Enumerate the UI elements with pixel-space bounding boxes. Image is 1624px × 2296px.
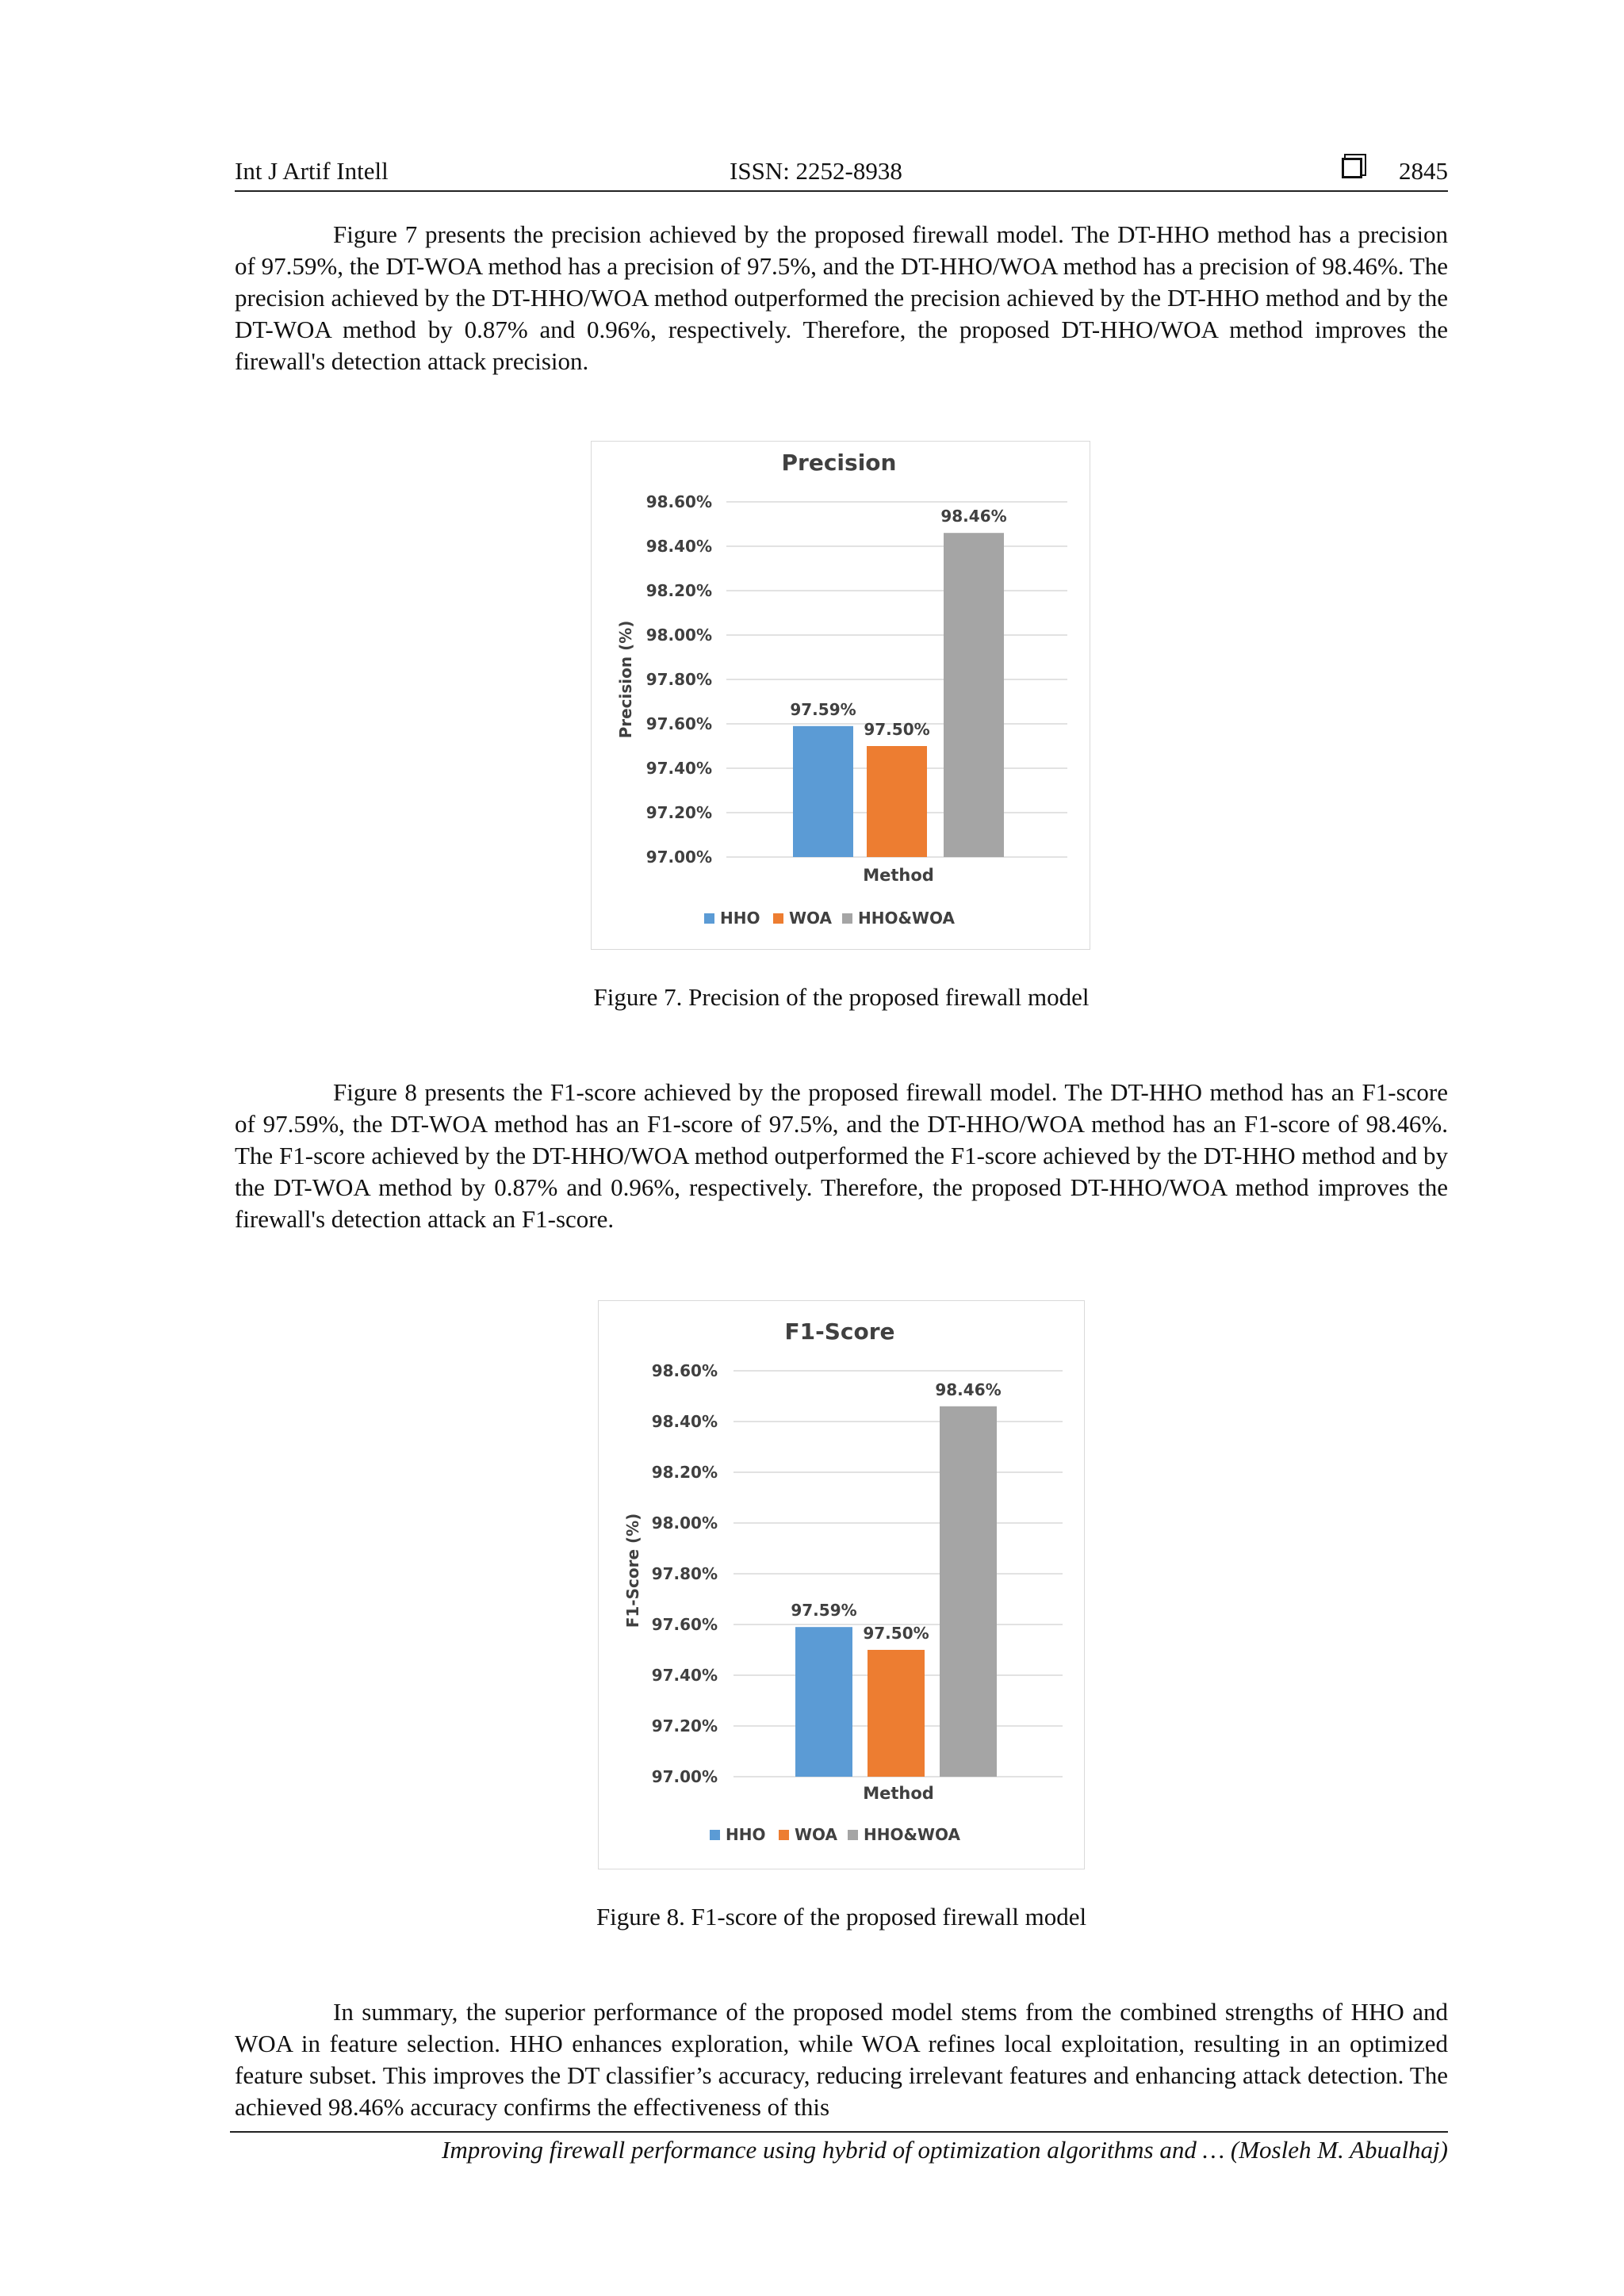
y-tick-label: 98.60% xyxy=(645,492,712,511)
legend-swatch xyxy=(779,1830,789,1840)
bar-hho xyxy=(793,726,853,857)
y-tick-label: 97.20% xyxy=(651,1716,718,1735)
legend-entry: HHO xyxy=(720,909,760,928)
paragraph-summary: In summary, the superior performance of the proposed model stems from the combined strengths of HHO and WOA in feature selection. HHO enhances exploration, while WOA refines local exploitation, resulting in an optimized feature subset. This improves the DT classifier’s accuracy, reducing irrelevant features and enhancing attack detection. The achieved 98.46% accuracy confirms the effectiveness of this xyxy=(235,1998,1448,2121)
chart-title: F1-Score xyxy=(784,1318,895,1345)
legend-swatch xyxy=(773,913,783,924)
x-axis-label: Method xyxy=(863,866,934,885)
y-tick-label: 98.60% xyxy=(651,1361,718,1380)
precision-chart-svg xyxy=(592,442,1090,949)
running-footer: Improving firewall performance using hybrid of optimization algorithms and … (Mosleh M. Abualhaj) xyxy=(442,2136,1448,2164)
y-axis-label: F1-Score (%) xyxy=(623,1513,642,1628)
paragraph-precision: Figure 7 presents the precision achieved by the proposed firewall model. The DT-HHO method has a precision of 97.59%, the DT-WOA method has a precision of 97.5%, and the DT-HHO/WOA method has a precision of 98.46%. The precision achieved by the DT-HHO/WOA method outperformed the precision achieved by the DT-HHO method and by the DT-WOA method by 0.87% and 0.96%, respectively. Therefore, the proposed DT-HHO/WOA method improves the firewall's detection attack precision. xyxy=(235,220,1448,375)
f1-score-chart-svg xyxy=(599,1301,1084,1869)
data-label: 98.46% xyxy=(935,1380,1002,1399)
y-tick-label: 98.00% xyxy=(645,626,712,645)
running-header xyxy=(235,155,1448,192)
bar-hho-woa xyxy=(940,1406,997,1777)
y-axis-label: Precision (%) xyxy=(616,620,635,739)
legend-entry: HHO&WOA xyxy=(864,1825,960,1844)
legend-entry: WOA xyxy=(795,1825,838,1844)
y-tick-label: 97.40% xyxy=(651,1666,718,1685)
page-number: 2845 xyxy=(1399,157,1448,185)
y-tick-label: 98.40% xyxy=(651,1412,718,1431)
f1-score-chart xyxy=(598,1300,1085,1869)
x-axis-label: Method xyxy=(863,1784,934,1803)
data-label: 97.59% xyxy=(790,699,856,719)
issn: ISSN: 2252-8938 xyxy=(730,157,902,185)
y-tick-label: 98.20% xyxy=(651,1463,718,1482)
bar-hho xyxy=(795,1627,852,1777)
legend-swatch xyxy=(848,1830,858,1840)
y-tick-label: 98.00% xyxy=(651,1513,718,1533)
figure-8-caption: Figure 8. F1-score of the proposed firewall model xyxy=(596,1903,1087,1931)
data-label: 98.46% xyxy=(940,507,1007,526)
y-tick-label: 97.80% xyxy=(651,1564,718,1583)
legend-entry: WOA xyxy=(789,909,833,928)
y-tick-label: 97.20% xyxy=(645,803,712,822)
y-tick-label: 97.60% xyxy=(645,714,712,733)
precision-chart xyxy=(591,441,1090,950)
legend-swatch xyxy=(842,913,852,924)
journal-name: Int J Artif Intell xyxy=(235,157,389,185)
figure-7-caption: Figure 7. Precision of the proposed firewall model xyxy=(593,983,1090,1011)
y-tick-label: 97.40% xyxy=(645,759,712,778)
y-tick-label: 97.00% xyxy=(645,848,712,867)
y-tick-label: 97.60% xyxy=(651,1615,718,1634)
bar-hho-woa xyxy=(944,533,1004,857)
y-tick-label: 97.00% xyxy=(651,1767,718,1786)
legend-swatch xyxy=(704,913,714,924)
paragraph-f1score: Figure 8 presents the F1-score achieved by the proposed firewall model. The DT-HHO method has an F1-score of 97.59%, the DT-WOA method has an F1-score of 97.5%, and the DT-HHO/WOA method has an F1-score of 98.46%. The F1-score achieved by the DT-HHO/WOA method outperformed the F1-score achieved by the DT-HHO method and by the DT-WOA method by 0.87% and 0.96%, respectively. Therefore, the proposed DT-HHO/WOA method improves the firewall's detection attack an F1-score. xyxy=(235,1078,1448,1233)
bar-woa xyxy=(867,746,927,857)
y-tick-label: 98.20% xyxy=(645,581,712,600)
page-number-block xyxy=(1342,157,1448,186)
legend-entry: HHO&WOA xyxy=(858,909,955,928)
square-icon xyxy=(1342,158,1362,178)
data-label: 97.59% xyxy=(791,1601,857,1621)
chart-title: Precision xyxy=(781,450,897,476)
footer-rule xyxy=(230,2131,1448,2133)
legend-swatch xyxy=(710,1830,720,1840)
legend-entry: HHO xyxy=(726,1825,766,1844)
y-tick-label: 97.80% xyxy=(645,670,712,689)
data-label: 97.50% xyxy=(864,720,930,739)
bar-woa xyxy=(868,1650,925,1777)
y-tick-label: 98.40% xyxy=(645,537,712,556)
data-label: 97.50% xyxy=(863,1624,929,1643)
